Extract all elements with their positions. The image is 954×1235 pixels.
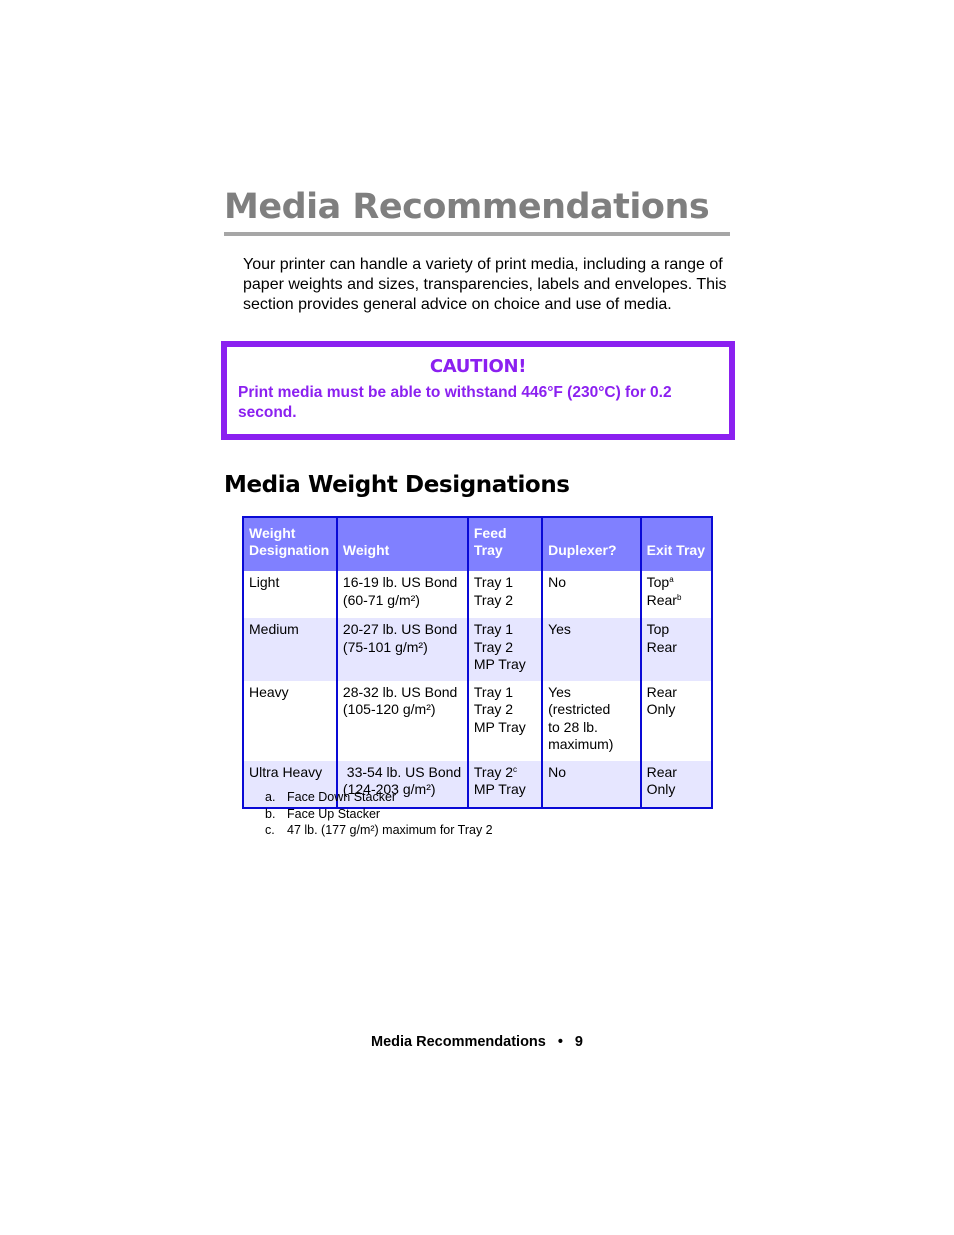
cell-duplexer: Yes (restricted to 28 lb. maximum): [542, 681, 641, 761]
table-row: [243, 571, 712, 618]
caution-box: [221, 341, 735, 440]
cell-weight: 16-19 lb. US Bond (60-71 g/m²): [337, 571, 468, 618]
cell-exit-tray: Top Rear: [641, 618, 712, 681]
cell-exit-tray: Top$^a$ Rear$^b$: [641, 571, 712, 618]
cell-weight: 33-54 lb. US Bond (124-203 g/m²): [337, 761, 468, 808]
cell-feed-tray: Tray 1 Tray 2 MP Tray: [468, 681, 542, 761]
table-header-row: [243, 517, 712, 571]
footnote-ref-b: b: [676, 592, 682, 602]
table-row: [243, 681, 712, 761]
cell-duplexer: Yes: [542, 618, 641, 681]
footer-label: Media Recommendations: [371, 1034, 546, 1050]
cell-weight: 28-32 lb. US Bond (105-120 g/m²): [337, 681, 468, 761]
caution-title: CAUTION!: [429, 356, 527, 377]
caution-text: Print media must be able to withstand 446°F (230°C) for 0.2 second.: [238, 384, 672, 421]
cell-duplexer: No: [542, 571, 641, 618]
footnote-ref-a: a: [669, 575, 674, 584]
cell-exit-tray: Rear Only: [641, 761, 712, 808]
cell-designation: Ultra Heavy: [243, 761, 337, 808]
cell-designation: Heavy: [243, 681, 337, 761]
footer-bullet: •: [557, 1034, 563, 1050]
page-title: Media Recommendations: [224, 187, 710, 227]
cell-feed-tray: Tray 1 Tray 2 MP Tray: [468, 618, 542, 681]
header-weight-designation: Weight Designation: [243, 517, 337, 571]
header-weight: Weight: [337, 517, 468, 571]
page-number: 9: [574, 1034, 583, 1050]
cell-designation: Medium: [243, 618, 337, 681]
footnote-b: b. Face Up Stacker: [265, 806, 381, 821]
footnote-a: a. Face Down Stacker: [265, 790, 397, 804]
section-title: Media Weight Designations: [224, 472, 570, 498]
intro-paragraph: Your printer can handle a variety of print media, including a range of paper weights and sizes, transparencies, labels and envelopes. This section provides general advice on choice and use of media.: [243, 256, 727, 313]
cell-duplexer: No: [542, 761, 641, 808]
cell-feed-tray: Tray 1 Tray 2: [468, 571, 542, 618]
footnote-c: c. 47 lb. (177 g/m²) maximum for Tray 2: [265, 823, 493, 837]
footnotes: [265, 789, 493, 839]
cell-designation: Light: [243, 571, 337, 618]
page-footer: [0, 1034, 954, 1050]
header-feed-tray: Feed Tray: [468, 517, 542, 571]
title-rule: [224, 232, 730, 236]
header-exit-tray: Exit Tray: [641, 517, 712, 571]
cell-weight: 20-27 lb. US Bond (75-101 g/m²): [337, 618, 468, 681]
footnote-ref-c: c: [513, 764, 518, 774]
cell-feed-tray: Tray 2$^c$ MP Tray: [468, 761, 542, 808]
media-weight-table: [242, 516, 713, 809]
header-duplexer: Duplexer?: [542, 517, 641, 571]
table-row: [243, 618, 712, 681]
cell-exit-tray: Rear Only: [641, 681, 712, 761]
